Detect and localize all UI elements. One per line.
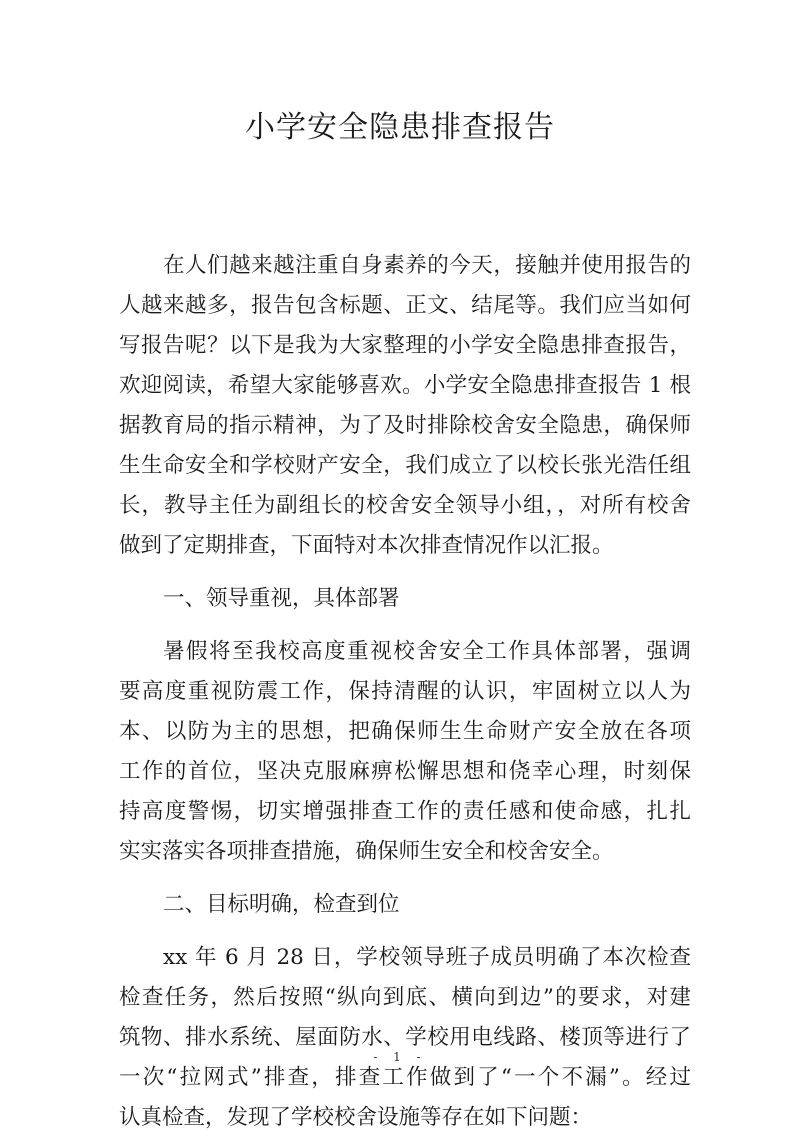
paragraph-line: 要高度重视防震工作，保持清醒的认识，牢固树立以人为 — [119, 679, 691, 704]
paragraph-line: xx 年 6 月 28 日，学校领导班子成员明确了本次检查 — [163, 945, 691, 970]
document-body — [119, 246, 691, 1138]
section-heading-2: 二、目标明确，检查到位 — [163, 892, 400, 917]
section-heading-1: 一、领导重视，具体部署 — [163, 586, 400, 611]
paragraph-intro — [119, 246, 691, 566]
paragraph-line: 做到了定期排查，下面特对本次排查情况作以汇报。 — [119, 533, 614, 558]
paragraph-line: 持高度警惕，切实增强排查工作的责任感和使命感，扎扎 — [119, 799, 691, 824]
paragraph-line: 人越来越多，报告包含标题、正文、结尾等。我们应当如何 — [119, 293, 691, 318]
paragraph-line: 筑物、排水系统、屋面防水、学校用电线路、楼顶等进行了 — [119, 1025, 691, 1050]
paragraph-line: 在人们越来越注重自身素养的今天，接触并使用报告的 — [163, 253, 691, 278]
paragraph-line: 本、以防为主的思想，把确保师生生命财产安全放在各项 — [119, 719, 691, 744]
document-title: 小学安全隐患排查报告 — [245, 110, 555, 145]
paragraph-inspection — [119, 938, 691, 1138]
paragraph-line: 长，教导主任为副组长的校舍安全领导小组，，对所有校舍 — [119, 493, 691, 518]
paragraph-line: 工作的首位，坚决克服麻痹松懈思想和侥幸心理，时刻保 — [119, 759, 691, 784]
paragraph-line: 欢迎阅读，希望大家能够喜欢。小学安全隐患排查报告 1 根 — [119, 373, 691, 398]
paragraph-line: 实实落实各项排查措施，确保师生安全和校舍安全。 — [119, 839, 614, 864]
paragraph-leadership — [119, 632, 691, 872]
paragraph-line: 暑假将至我校高度重视校舍安全工作具体部署，强调 — [163, 639, 691, 664]
paragraph-line: 据教育局的指示精神，为了及时排除校舍安全隐患，确保师 — [119, 413, 691, 438]
paragraph-line: 一次“拉网式”排查，排查工作做到了“一个不漏”。经过 — [119, 1065, 691, 1090]
paragraph-line: 检查任务，然后按照“纵向到底、横向到边”的要求，对建 — [119, 985, 691, 1010]
paragraph-line: 生生命安全和学校财产安全，我们成立了以校长张光浩任组 — [119, 453, 691, 478]
paragraph-line: 认真检查，发现了学校校舍设施等存在如下问题： — [119, 1105, 593, 1130]
paragraph-line: 写报告呢？以下是我为大家整理的小学安全隐患排查报告， — [119, 333, 691, 358]
page-number: - 1 - — [373, 1050, 427, 1064]
